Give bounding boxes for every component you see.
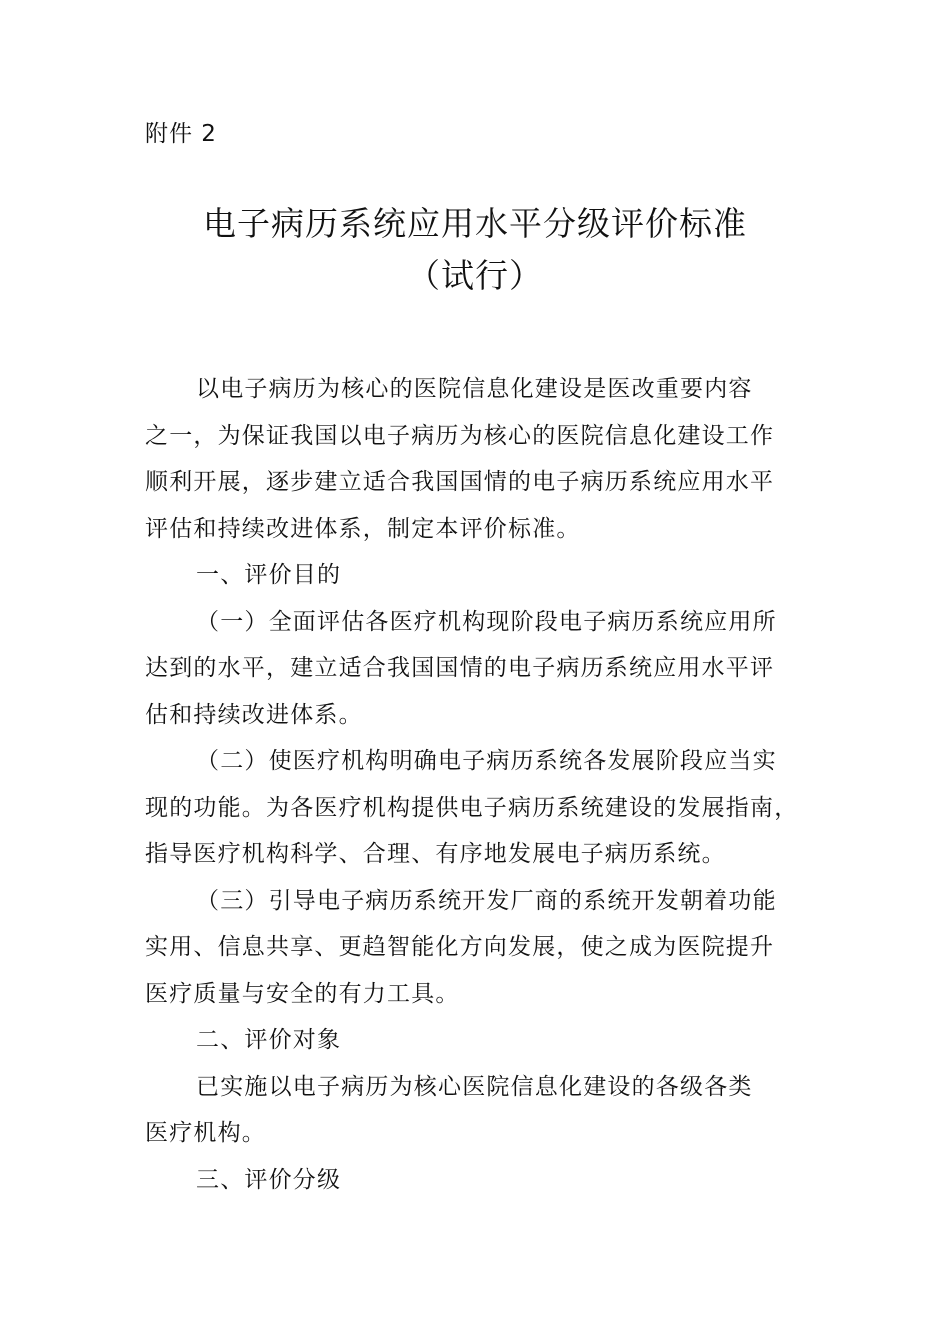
paragraph-line: 现的功能。为各医疗机构提供电子病历系统建设的发展指南， [145, 794, 799, 821]
paragraph-line: 实用、信息共享、更趋智能化方向发展，使之成为医院提升 [145, 934, 775, 960]
paragraph-line: 医疗机构。 [145, 1120, 266, 1146]
attachment-label: 附件 2 [145, 121, 217, 147]
section-heading: 二、评价对象 [196, 1027, 342, 1053]
document-subtitle: （试行） [407, 256, 543, 295]
paragraph-line: （二）使医疗机构明确电子病历系统各发展阶段应当实 [196, 748, 777, 774]
paragraph-line: （一）全面评估各医疗机构现阶段电子病历系统应用所 [196, 608, 777, 635]
paragraph-line: 顺利开展，逐步建立适合我国国情的电子病历系统应用水平 [145, 469, 775, 495]
document-body [145, 366, 825, 1203]
paragraph-line: 达到的水平，建立适合我国国情的电子病历系统应用水平评 [145, 655, 775, 681]
section-heading: 一、评价目的 [196, 562, 342, 588]
section-heading: 三、评价分级 [196, 1166, 342, 1193]
paragraph-line: 评估和持续改进体系，制定本评价标准。 [145, 515, 581, 542]
paragraph-line: 以电子病历为核心的医院信息化建设是医改重要内容 [196, 376, 753, 402]
document-title: 电子病历系统应用水平分级评价标准 [203, 204, 747, 243]
paragraph-line: 指导医疗机构科学、合理、有序地发展电子病历系统。 [145, 841, 726, 867]
paragraph-line: 之一，为保证我国以电子病历为核心的医院信息化建设工作 [145, 422, 775, 449]
paragraph-line: （三）引导电子病历系统开发厂商的系统开发朝着功能 [196, 887, 777, 914]
paragraph-line: 已实施以电子病历为核心医院信息化建设的各级各类 [196, 1073, 753, 1100]
paragraph-line: 估和持续改进体系。 [145, 701, 363, 728]
paragraph-line: 医疗质量与安全的有力工具。 [145, 980, 460, 1007]
